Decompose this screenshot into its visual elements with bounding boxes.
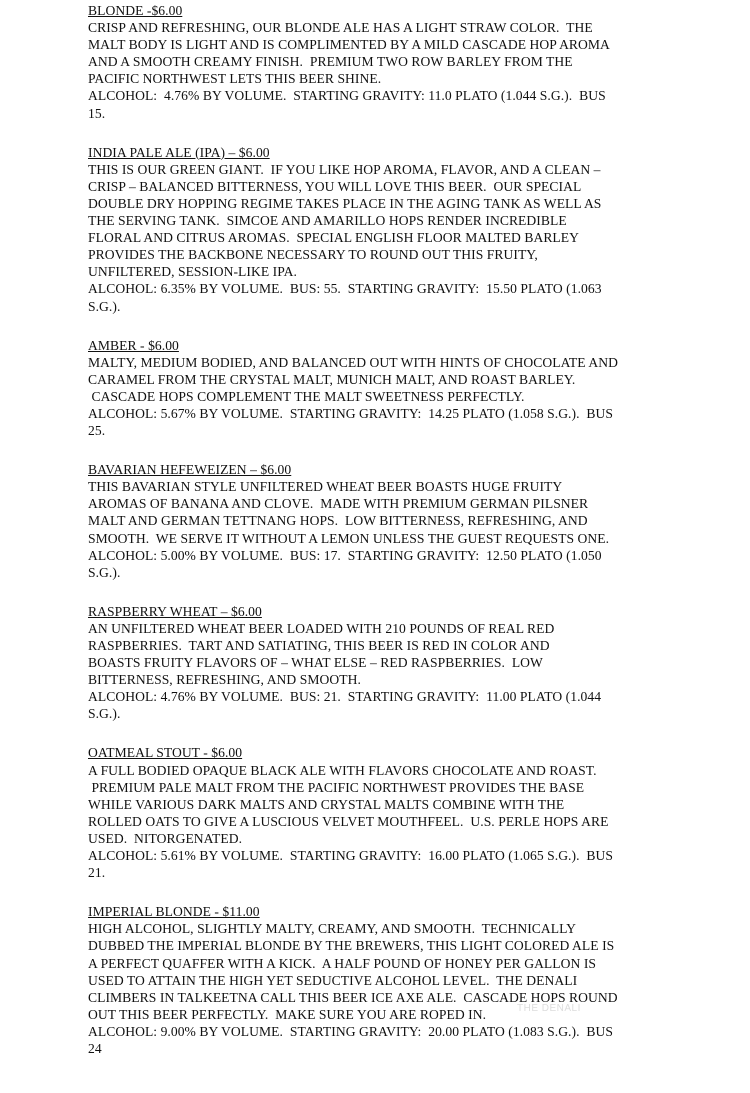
beer-title: IMPERIAL BLONDE - $11.00 [88,904,260,920]
beer-entry-ipa [88,144,668,315]
beer-title: AMBER - $6.00 [88,337,179,353]
description-line: DUBBED THE IMPERIAL BLONDE BY THE BREWERS, THIS LIGHT COLORED ALE IS [88,938,615,954]
description-line: CLIMBERS IN TALKEETNA CALL THIS BEER ICE AXE ALE. CASCADE HOPS ROUND [88,989,618,1005]
stats-line: ALCOHOL: 6.35% BY VOLUME. BUS: 55. STARTING GRAVITY: 15.50 PLATO (1.063 [88,281,602,297]
stats-line: ALCOHOL: 5.61% BY VOLUME. STARTING GRAVITY: 16.00 PLATO (1.065 S.G.). BUS [88,848,614,864]
stats-line: ALCOHOL: 5.67% BY VOLUME. STARTING GRAVITY: 14.25 PLATO (1.058 S.G.). BUS [88,405,614,421]
description-line: BITTERNESS, REFRESHING, AND SMOOTH. [88,672,361,688]
description-line: A PERFECT QUAFFER WITH A KICK. A HALF POUND OF HONEY PER GALLON IS [88,955,597,971]
beer-entry-oatmeal-stout [88,744,668,881]
description-line: HIGH ALCOHOL, SLIGHTLY MALTY, CREAMY, AND SMOOTH. TECHNICALLY [88,921,577,937]
stats-line: ALCOHOL: 9.00% BY VOLUME. STARTING GRAVITY: 20.00 PLATO (1.083 S.G.). BUS [88,1023,614,1039]
watermark: THE DENALI [517,1003,581,1014]
beer-entry-hefeweizen [88,461,668,581]
beer-title: BAVARIAN HEFEWEIZEN – $6.00 [88,462,292,478]
description-line: USED. NITORGENATED. [88,830,243,846]
description-line: RASPBERRIES. TART AND SATIATING, THIS BEER IS RED IN COLOR AND [88,638,550,653]
description-line: BOASTS FRUITY FLAVORS OF – WHAT ELSE – RED RASPBERRIES. LOW [88,655,543,671]
beer-entry-amber [88,337,668,440]
description-line: PROVIDES THE BACKBONE NECESSARY TO ROUND OUT THIS FRUITY, [88,247,538,263]
description-line: USED TO ATTAIN THE HIGH YET SEDUCTIVE ALCOHOL LEVEL. THE DENALI [88,972,578,988]
description-line: CARAMEL FROM THE CRYSTAL MALT, MUNICH MALT, AND ROAST BARLEY. [88,371,576,387]
beer-title: RASPBERRY WHEAT – $6.00 [88,603,262,619]
description-line: AN UNFILTERED WHEAT BEER LOADED WITH 210 POUNDS OF REAL RED [88,620,555,636]
description-line: OUT THIS BEER PERFECTLY. MAKE SURE YOU ARE ROPED IN. [88,1006,487,1022]
stats-line: ALCOHOL: 4.76% BY VOLUME. STARTING GRAVITY: 11.0 PLATO (1.044 S.G.). BUS [88,88,606,104]
description-line: MALTY, MEDIUM BODIED, AND BALANCED OUT WITH HINTS OF CHOCOLATE AND [88,354,618,370]
stats-line: S.G.). [88,706,121,722]
description-line: SMOOTH. WE SERVE IT WITHOUT A LEMON UNLESS THE GUEST REQUESTS ONE. [88,530,610,546]
description-line: AROMAS OF BANANA AND CLOVE. MADE WITH PREMIUM GERMAN PILSNER [88,496,589,512]
stats-line: 21. [88,865,106,881]
description-line: ROLLED OATS TO GIVE A LUSCIOUS VELVET MOUTHFEEL. U.S. PERLE HOPS ARE [88,813,609,829]
stats-line: ALCOHOL: 4.76% BY VOLUME. BUS: 21. STARTING GRAVITY: 11.00 PLATO (1.044 [88,689,602,705]
beer-title: INDIA PALE ALE (IPA) – $6.00 [88,144,270,160]
beer-title: BLONDE -$6.00 [88,3,183,18]
stats-line: S.G.). [88,564,121,580]
stats-line: ALCOHOL: 5.00% BY VOLUME. BUS: 17. STARTING GRAVITY: 12.50 PLATO (1.050 [88,547,602,563]
description-line: CASCADE HOPS COMPLEMENT THE MALT SWEETNESS PERFECTLY. [88,388,525,404]
beer-title: OATMEAL STOUT - $6.00 [88,745,243,761]
beer-entry-raspberry-wheat [88,603,668,723]
stats-line: S.G.). [88,298,121,314]
description-line: MALT AND GERMAN TETTNANG HOPS. LOW BITTERNESS, REFRESHING, AND [88,513,588,529]
description-line: THIS IS OUR GREEN GIANT. IF YOU LIKE HOP AROMA, FLAVOR, AND A CLEAN – [88,161,601,177]
stats-line: 25. [88,423,106,439]
beer-menu [88,2,668,1057]
description-line: THE SERVING TANK. SIMCOE AND AMARILLO HOPS RENDER INCREDIBLE [88,213,567,229]
description-line: UNFILTERED, SESSION-LIKE IPA. [88,264,297,280]
description-line: CRISP – BALANCED BITTERNESS, YOU WILL LOVE THIS BEER. OUR SPECIAL [88,178,582,194]
stats-line: 15. [88,105,106,121]
stats-line: 24 [88,1040,102,1056]
description-line: FLORAL AND CITRUS AROMAS. SPECIAL ENGLISH FLOOR MALTED BARLEY [88,230,580,246]
description-line: PACIFIC NORTHWEST LETS THIS BEER SHINE. [88,71,382,87]
description-line: WHILE VARIOUS DARK MALTS AND CRYSTAL MALTS COMBINE WITH THE [88,796,565,812]
description-line: AND A SMOOTH CREAMY FINISH. PREMIUM TWO ROW BARLEY FROM THE [88,54,573,70]
description-line: A FULL BODIED OPAQUE BLACK ALE WITH FLAVORS CHOCOLATE AND ROAST. [88,762,597,778]
beer-entry-imperial-blonde [88,903,668,1057]
beer-entry-blonde [88,2,668,122]
description-line: MALT BODY IS LIGHT AND IS COMPLIMENTED BY A MILD CASCADE HOP AROMA [88,37,610,53]
description-line: PREMIUM PALE MALT FROM THE PACIFIC NORTHWEST PROVIDES THE BASE [88,779,585,795]
description-line: CRISP AND REFRESHING, OUR BLONDE ALE HAS A LIGHT STRAW COLOR. THE [88,20,593,36]
description-line: DOUBLE DRY HOPPING REGIME TAKES PLACE IN THE AGING TANK AS WELL AS [88,195,602,211]
description-line: THIS BAVARIAN STYLE UNFILTERED WHEAT BEER BOASTS HUGE FRUITY [88,479,563,495]
